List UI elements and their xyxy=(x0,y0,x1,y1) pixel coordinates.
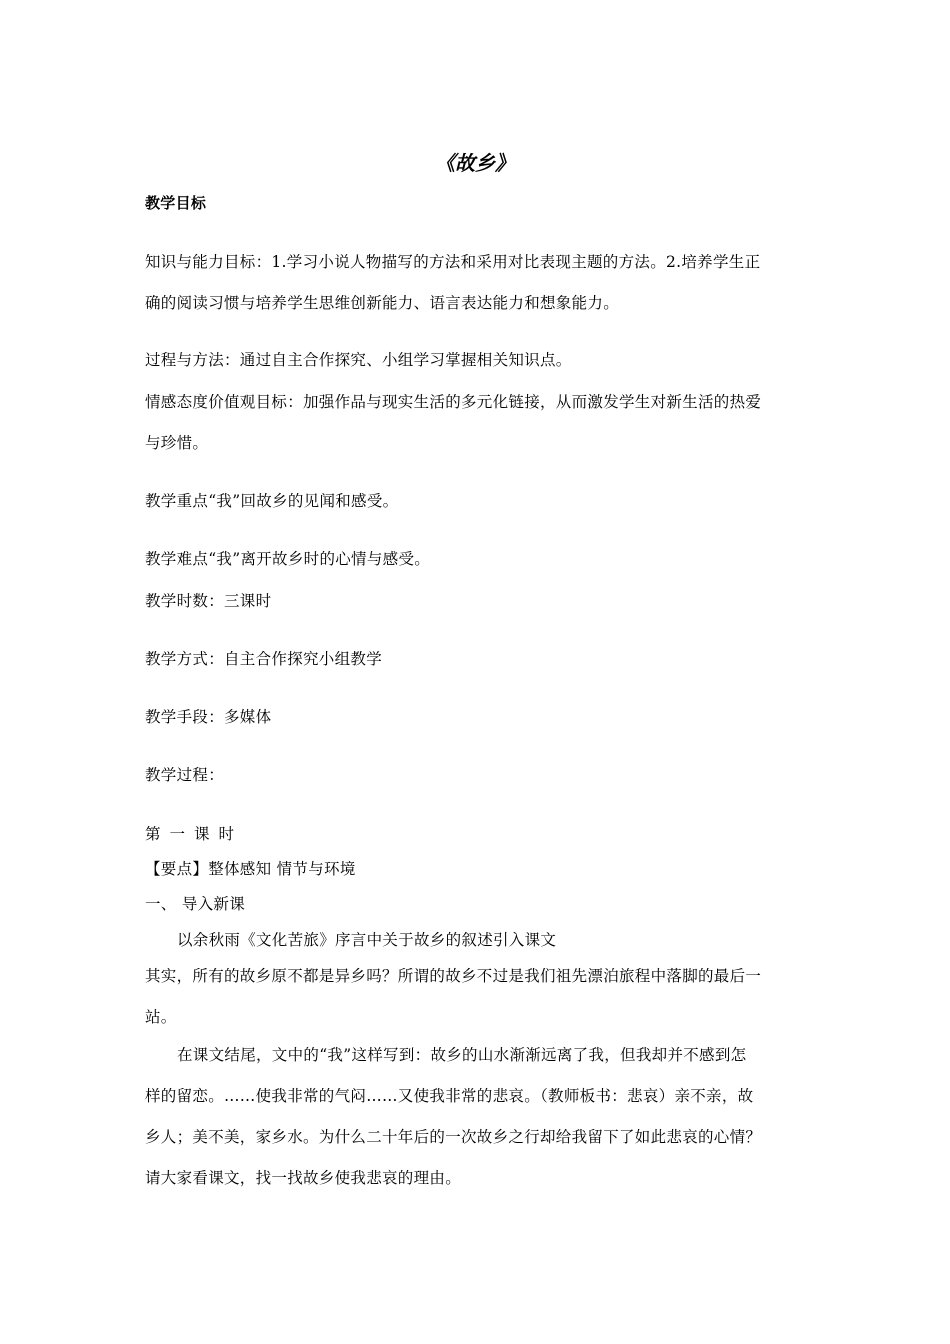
objectives-heading: 教学目标 xyxy=(145,194,207,212)
key-section-line: 【要点】整体感知 情节与环境 xyxy=(145,860,356,878)
teaching-means-line: 教学手段：多媒体 xyxy=(145,708,272,726)
quote-line-2: 站。 xyxy=(145,1008,177,1026)
knowledge-objective-line-2: 确的阅读习惯与培养学生思维创新能力、语言表达能力和想象能力。 xyxy=(145,294,620,312)
paragraph-line-4: 请大家看课文，找一找故乡使我悲哀的理由。 xyxy=(145,1169,462,1187)
paragraph-line-1: 在课文结尾，文中的“我”这样写到：故乡的山水渐渐远离了我，但我却并不感到怎 xyxy=(177,1046,747,1064)
knowledge-objective-line-1: 知识与能力目标：1.学习小说人物描写的方法和采用对比表现主题的方法。2.培养学生正 xyxy=(145,253,761,271)
section-one-heading: 一、 导入新课 xyxy=(145,895,246,913)
key-point-line: 教学重点“我”回故乡的见闻和感受。 xyxy=(145,492,399,510)
process-method-line: 过程与方法：通过自主合作探究、小组学习掌握相关知识点。 xyxy=(145,351,572,369)
teaching-method-line: 教学方式：自主合作探究小组教学 xyxy=(145,650,383,668)
paragraph-line-2: 样的留恋。……使我非常的气闷……又使我非常的悲哀。（教师板书：悲哀）亲不亲，故 xyxy=(145,1087,754,1105)
emotion-objective-line-2: 与珍惜。 xyxy=(145,434,209,452)
quote-line-1: 其实，所有的故乡原不都是异乡吗？所谓的故乡不过是我们祖先漂泊旅程中落脚的最后一 xyxy=(145,967,762,985)
paragraph-line-3: 乡人；美不美，家乡水。为什么二十年后的一次故乡之行却给我留下了如此悲哀的心情？ xyxy=(145,1128,762,1146)
difficulty-line: 教学难点“我”离开故乡时的心情与感受。 xyxy=(145,550,431,568)
emotion-objective-line-1: 情感态度价值观目标：加强作品与现实生活的多元化链接，从而激发学生对新生活的热爱 xyxy=(145,393,762,411)
document-title: 《故乡》 xyxy=(435,151,515,175)
teaching-process-heading: 教学过程： xyxy=(145,766,225,784)
intro-line: 以余秋雨《文化苦旅》序言中关于故乡的叙述引入课文 xyxy=(177,931,557,949)
lesson-heading: 第一课时 xyxy=(145,825,244,843)
teaching-hours-line: 教学时数：三课时 xyxy=(145,592,272,610)
